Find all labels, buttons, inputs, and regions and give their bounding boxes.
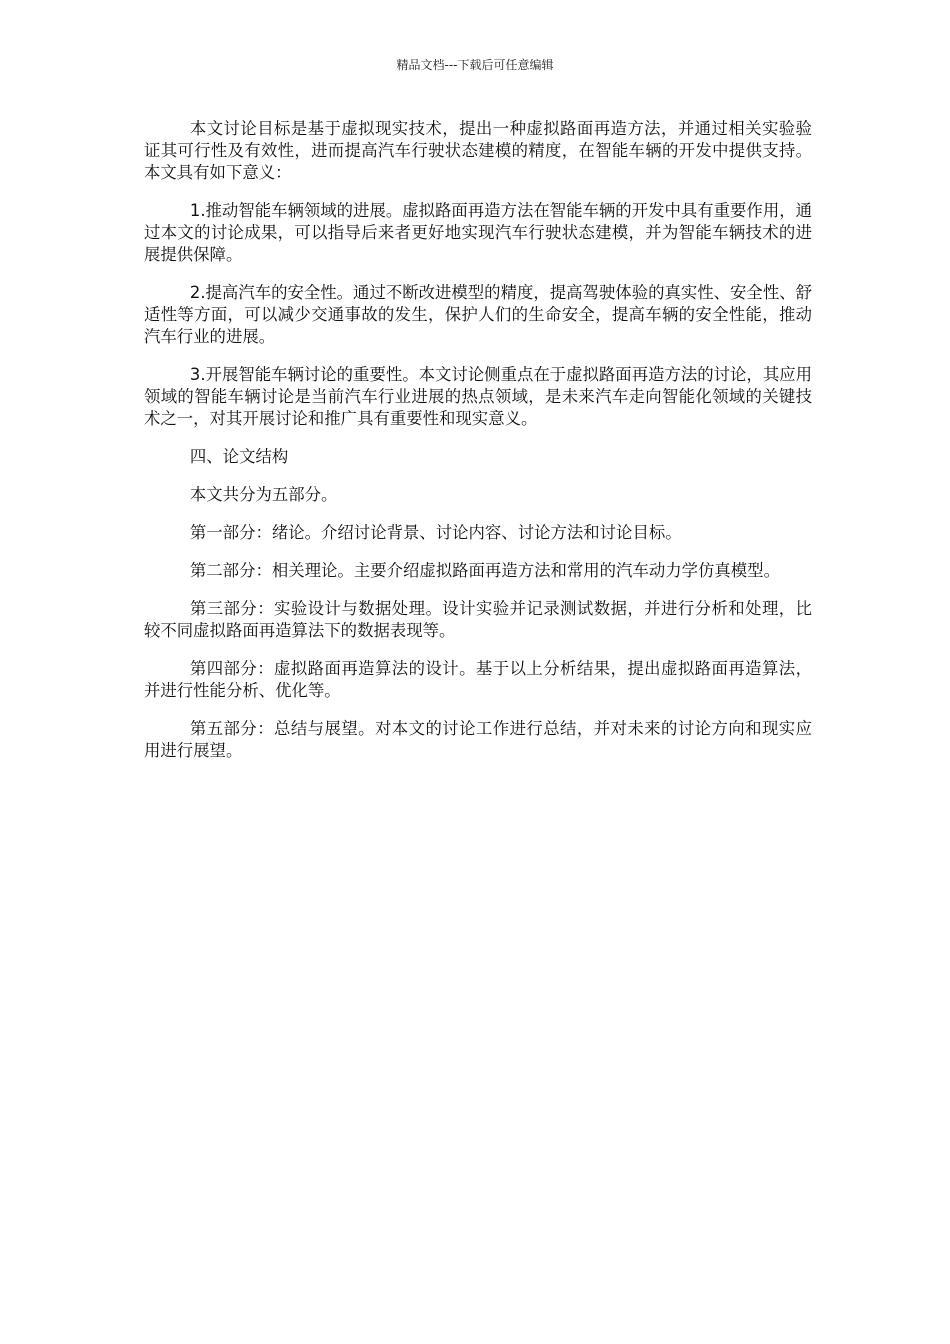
intro-paragraph: 本文讨论目标是基于虚拟现实技术，提出一种虚拟路面再造方法，并通过相关实验验证其可行性及有效性，进而提高汽车行驶状态建模的精度，在智能车辆的开发中提供支持。本文具有如下意义： — [144, 119, 812, 182]
structure-part-5: 第五部分：总结与展望。对本文的讨论工作进行总结，并对未来的讨论方向和现实应用进行展望。 — [144, 719, 812, 760]
structure-part-1: 第一部分：绪论。介绍讨论背景、讨论内容、讨论方法和讨论目标。 — [189, 523, 682, 542]
document-body — [144, 118, 812, 778]
structure-overview: 本文共分为五部分。 — [189, 485, 338, 504]
significance-item-2: 2.提高汽车的安全性。通过不断改进模型的精度，提高驾驶体验的真实性、安全性、舒适性等方面，可以减少交通事故的发生，保护人们的生命安全，提高车辆的安全性能，推动汽车行业的进展。 — [144, 283, 812, 346]
section-heading-structure: 四、论文结构 — [189, 447, 289, 466]
structure-part-3: 第三部分：实验设计与数据处理。设计实验并记录测试数据，并进行分析和处理，比较不同虚拟路面再造算法下的数据表现等。 — [144, 599, 812, 640]
structure-part-2: 第二部分：相关理论。主要介绍虚拟路面再造方法和常用的汽车动力学仿真模型。 — [189, 561, 780, 580]
structure-part-4: 第四部分：虚拟路面再造算法的设计。基于以上分析结果，提出虚拟路面再造算法，并进行性能分析、优化等。 — [144, 659, 812, 700]
significance-item-3: 3.开展智能车辆讨论的重要性。本文讨论侧重点在于虚拟路面再造方法的讨论，其应用领域的智能车辆讨论是当前汽车行业进展的热点领域，是未来汽车走向智能化领域的关键技术之一，对其开展讨论和推广具有重要性和现实意义。 — [144, 365, 812, 428]
significance-item-1: 1.推动智能车辆领域的进展。虚拟路面再造方法在智能车辆的开发中具有重要作用，通过本文的讨论成果，可以指导后来者更好地实现汽车行驶状态建模，并为智能车辆技术的进展提供保障。 — [144, 201, 812, 264]
page-header: 精品文档---下载后可任意编辑 — [396, 58, 554, 72]
